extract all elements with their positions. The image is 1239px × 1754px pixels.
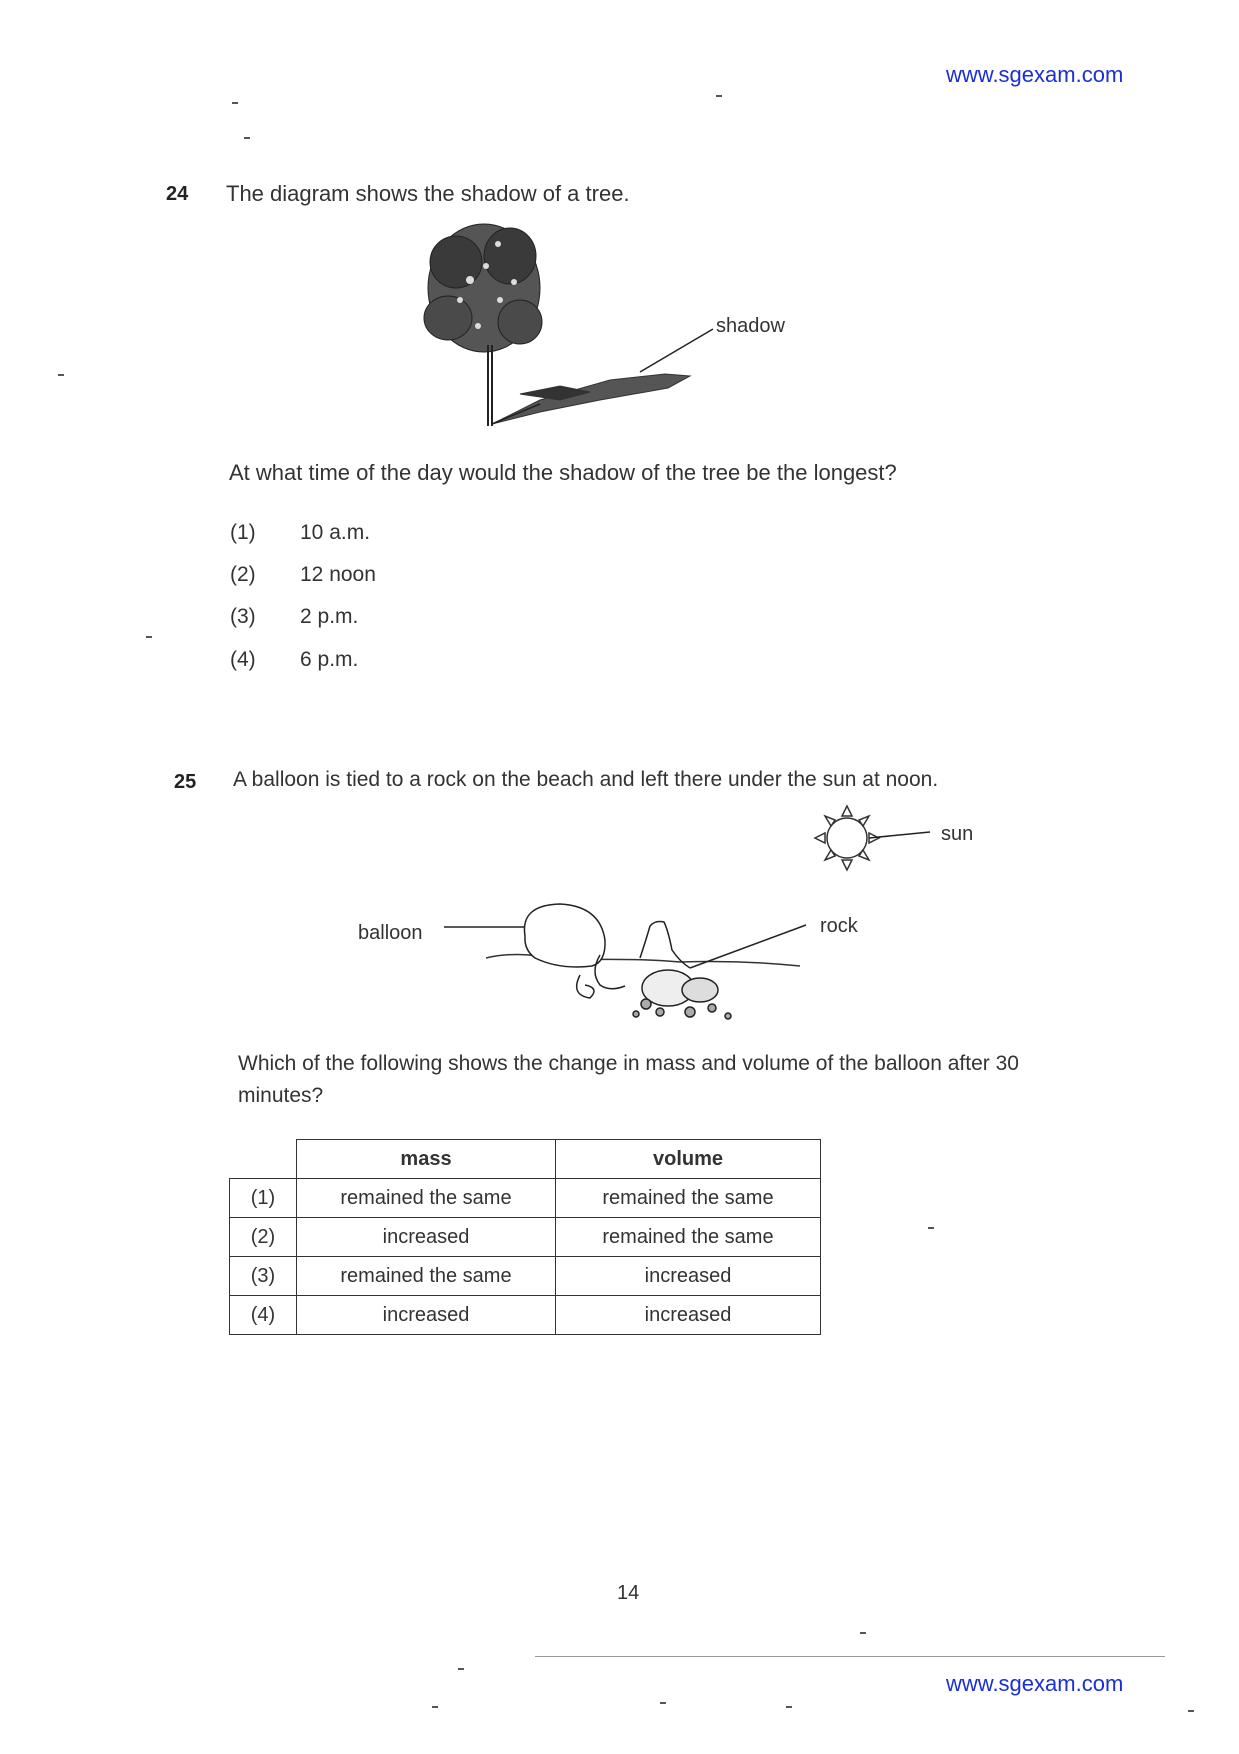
table-row[interactable] [230, 1257, 821, 1296]
scan-speck [928, 1227, 934, 1229]
mass-cell: increased [297, 1218, 556, 1257]
sun-label: sun [941, 823, 974, 845]
header-url[interactable]: www.sgexam.com [946, 62, 1124, 87]
question-prompt: At what time of the day would the shadow of the tree be the longest? [229, 460, 897, 485]
option-number: (3) [230, 1257, 297, 1296]
volume-cell: increased [556, 1257, 821, 1296]
footer-url[interactable]: www.sgexam.com [946, 1671, 1124, 1696]
option-text[interactable]: 6 p.m. [300, 648, 359, 671]
table-corner [230, 1140, 297, 1179]
mass-cell: increased [297, 1296, 556, 1335]
question-text: A balloon is tied to a rock on the beach and left there under the sun at noon. [233, 768, 939, 791]
scan-speck [716, 95, 722, 97]
tree-canopy [424, 224, 542, 352]
option-number: (4) [230, 1296, 297, 1335]
rock-leader-line [690, 925, 806, 968]
table-header-row [230, 1140, 821, 1179]
question-number: 25 [174, 771, 197, 793]
option-text[interactable]: 2 p.m. [300, 605, 359, 628]
option-number: (1) [230, 521, 256, 544]
scan-speck [232, 102, 238, 104]
tree-trunk [488, 345, 492, 426]
volume-header: volume [556, 1140, 821, 1179]
tree-shadow [492, 374, 690, 424]
volume-cell: increased [556, 1296, 821, 1335]
question-prompt-line1: Which of the following shows the change in mass and volume of the balloon after 30 [238, 1052, 1019, 1075]
scan-speck [244, 137, 250, 139]
question-prompt-line2: minutes? [238, 1084, 324, 1107]
option-number: (3) [230, 605, 256, 628]
option-number: (1) [230, 1179, 297, 1218]
scan-speck [58, 374, 64, 376]
question-number: 24 [166, 183, 189, 205]
volume-cell: remained the same [556, 1179, 821, 1218]
scan-speck [432, 1706, 438, 1708]
option-text[interactable]: 12 noon [300, 563, 376, 586]
mass-header: mass [297, 1140, 556, 1179]
option-text[interactable]: 10 a.m. [300, 521, 371, 544]
volume-cell: remained the same [556, 1218, 821, 1257]
shadow-leader-line [640, 329, 713, 372]
scan-speck [860, 1632, 866, 1634]
answer-table [229, 1139, 821, 1335]
mass-cell: remained the same [297, 1257, 556, 1296]
rock-label: rock [820, 915, 858, 937]
scan-speck [458, 1668, 464, 1670]
table-row[interactable] [230, 1218, 821, 1257]
question-text: The diagram shows the shadow of a tree. [226, 181, 630, 206]
scan-speck [660, 1702, 666, 1704]
mass-cell: remained the same [297, 1179, 556, 1218]
page-number: 14 [617, 1582, 640, 1604]
table-row[interactable] [230, 1179, 821, 1218]
sun-icon [815, 806, 879, 870]
scan-speck [146, 636, 152, 638]
footer-divider [535, 1656, 1165, 1657]
option-number: (2) [230, 1218, 297, 1257]
sun-leader-line [869, 832, 930, 838]
balloon-rock-diagram [486, 904, 800, 1019]
shadow-label: shadow [716, 315, 785, 337]
balloon-label: balloon [358, 922, 423, 944]
option-number: (4) [230, 648, 256, 671]
scan-speck [786, 1706, 792, 1708]
scan-speck [1188, 1710, 1194, 1712]
option-number: (2) [230, 563, 256, 586]
table-row[interactable] [230, 1296, 821, 1335]
